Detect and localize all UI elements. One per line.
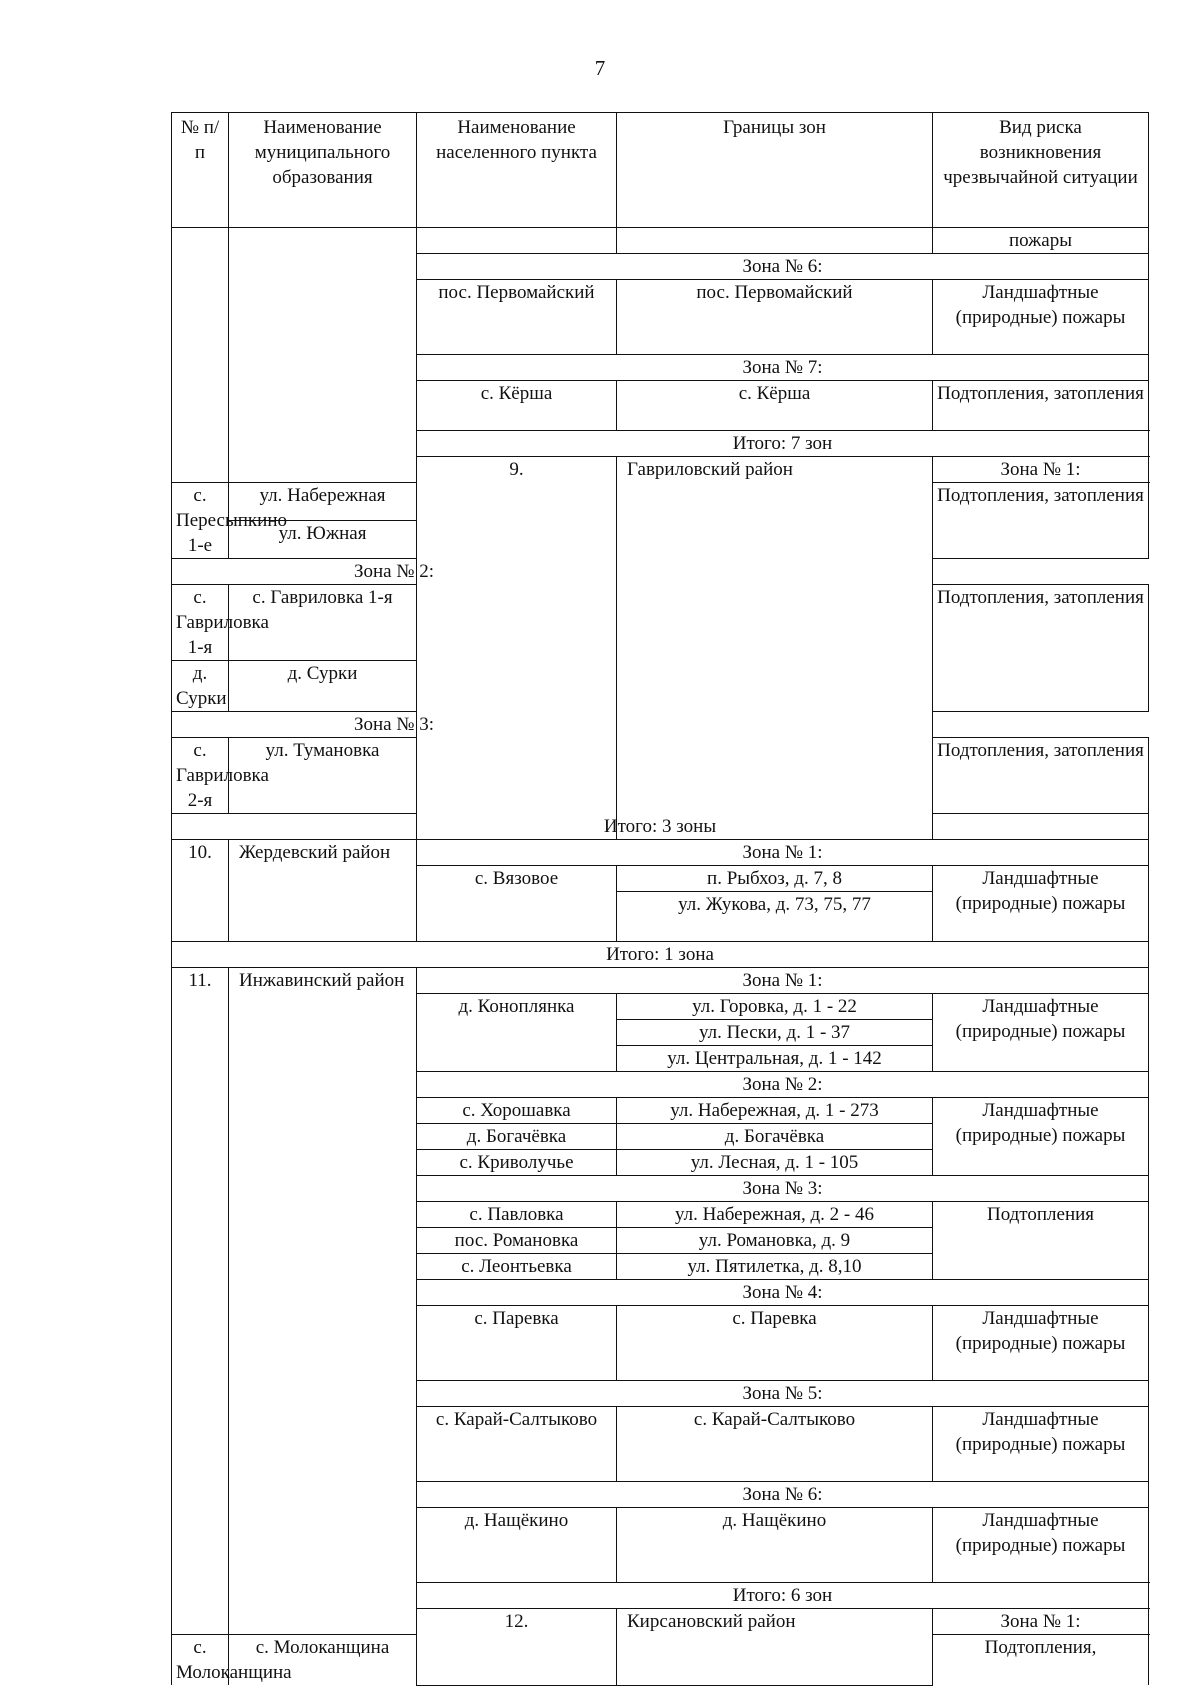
- header-risk: Вид риска возникновения чрезвычайной ситуации: [933, 113, 1149, 228]
- border-cell: с. Карай-Салтыково: [617, 1407, 933, 1482]
- border-cell: п. Рыбхоз, д. 7, 8: [617, 866, 933, 892]
- border-cell: с. Гавриловка 1-я: [229, 585, 417, 661]
- header-municipality: Наименование муниципального образования: [229, 113, 417, 228]
- risk-cell: Ландшафтные (природные) пожары: [933, 866, 1149, 942]
- municipality-name: Инжавинский район: [229, 968, 417, 1635]
- zone-title: Зона № 7:: [417, 355, 1149, 381]
- zone-title: Зона № 1:: [933, 457, 1149, 483]
- risk-cell: Подтопления, затопления: [933, 585, 1149, 712]
- border-cell: пос. Первомайский: [617, 280, 933, 355]
- settlement-cell-empty: [417, 228, 617, 254]
- border-cell: ул. Центральная, д. 1 - 142: [617, 1046, 933, 1072]
- border-cell: ул. Горовка, д. 1 - 22: [617, 994, 933, 1020]
- settlement-cell: с. Паревка: [417, 1306, 617, 1381]
- page-number: 7: [594, 56, 606, 80]
- zone-title: Зона № 3:: [172, 712, 617, 738]
- zones-total: Итого: 7 зон: [417, 431, 1149, 457]
- border-cell: с. Кёрша: [617, 381, 933, 431]
- risk-cell: Ландшафтные (природные) пожары: [933, 280, 1149, 355]
- settlement-cell: с. Гавриловка 2-я: [172, 738, 229, 814]
- border-cell: ул. Набережная, д. 2 - 46: [617, 1202, 933, 1228]
- risk-cell: Подтопления,: [933, 1635, 1149, 1686]
- risk-cell: Ландшафтные (природные) пожары: [933, 1098, 1149, 1176]
- zone-title: Зона № 1:: [933, 1609, 1149, 1635]
- table-row: [172, 840, 1149, 866]
- row-number: 9.: [417, 457, 617, 840]
- border-cell: ул. Романовка, д. 9: [617, 1228, 933, 1254]
- border-cell: с. Молоканщина: [229, 1635, 417, 1686]
- settlement-cell: с. Леонтьевка: [417, 1254, 617, 1280]
- risk-cell: Подтопления, затопления: [933, 738, 1149, 814]
- risk-cell: Ландшафтные (природные) пожары: [933, 1508, 1149, 1583]
- header-num: № п/п: [172, 113, 229, 228]
- border-cell: д. Богачёвка: [617, 1124, 933, 1150]
- zone-title: Зона № 3:: [417, 1176, 1149, 1202]
- risk-cell: Ландшафтные (природные) пожары: [933, 994, 1149, 1072]
- num-cell-empty: [172, 228, 229, 483]
- risk-cell: Подтопления, затопления: [933, 381, 1149, 431]
- border-cell: ул. Лесная, д. 1 - 105: [617, 1150, 933, 1176]
- settlement-cell: с. Вязовое: [417, 866, 617, 942]
- municipality-cell-empty: [229, 228, 417, 483]
- zone-title: Зона № 1:: [417, 968, 1149, 994]
- zone-title: Зона № 2:: [172, 559, 617, 585]
- border-cell: д. Нащёкино: [617, 1508, 933, 1583]
- border-cell: с. Паревка: [617, 1306, 933, 1381]
- header-settlement: Наименование населенного пункта: [417, 113, 617, 228]
- border-cell: ул. Пески, д. 1 - 37: [617, 1020, 933, 1046]
- table-row: [172, 968, 1149, 994]
- settlement-cell: д. Богачёвка: [417, 1124, 617, 1150]
- settlement-cell: д. Коноплянка: [417, 994, 617, 1072]
- settlement-cell: с. Хорошавка: [417, 1098, 617, 1124]
- settlement-cell: с. Пересыпкино 1-е: [172, 483, 229, 559]
- zone-title: Зона № 5:: [417, 1381, 1149, 1407]
- border-cell: ул. Тумановка: [229, 738, 417, 814]
- border-cell: ул. Жукова, д. 73, 75, 77: [617, 892, 933, 942]
- settlement-cell: с. Павловка: [417, 1202, 617, 1228]
- settlement-cell: д. Нащёкино: [417, 1508, 617, 1583]
- risk-cell: Подтопления: [933, 1202, 1149, 1280]
- municipality-name: Жердевский район: [229, 840, 417, 942]
- border-cell: ул. Набережная: [229, 483, 417, 521]
- zones-table: [171, 112, 1149, 1686]
- row-number: 11.: [172, 968, 229, 1635]
- municipality-name: Кирсановский район: [617, 1609, 933, 1686]
- row-number: 10.: [172, 840, 229, 942]
- settlement-cell: с. Кёрша: [417, 381, 617, 431]
- risk-cell: пожары: [933, 228, 1149, 254]
- total-row: [172, 814, 1149, 840]
- municipality-name: Гавриловский район: [617, 457, 933, 840]
- settlement-cell: с. Гавриловка 1-я: [172, 585, 229, 661]
- zone-title: Зона № 6:: [417, 254, 1149, 280]
- total-row: [172, 942, 1149, 968]
- zone-title: Зона № 4:: [417, 1280, 1149, 1306]
- zones-total: Итого: 6 зон: [417, 1583, 1149, 1609]
- settlement-cell: д. Сурки: [172, 661, 229, 712]
- settlement-cell: с. Молоканщина: [172, 1635, 229, 1686]
- risk-cell: Ландшафтные (природные) пожары: [933, 1407, 1149, 1482]
- border-cell-empty: [617, 228, 933, 254]
- zone-title: Зона № 6:: [417, 1482, 1149, 1508]
- table-row: [172, 228, 1149, 254]
- zones-total: Итого: 1 зона: [172, 942, 1149, 968]
- row-number: 12.: [417, 1609, 617, 1686]
- header-borders: Границы зон: [617, 113, 933, 228]
- zones-total: Итого: 3 зоны: [172, 814, 1149, 840]
- border-cell: ул. Пятилетка, д. 8,10: [617, 1254, 933, 1280]
- border-cell: ул. Набережная, д. 1 - 273: [617, 1098, 933, 1124]
- border-cell: д. Сурки: [229, 661, 417, 712]
- risk-cell: Подтопления, затопления: [933, 483, 1149, 559]
- zone-title: Зона № 1:: [417, 840, 1149, 866]
- settlement-cell: с. Криволучье: [417, 1150, 617, 1176]
- settlement-cell: пос. Первомайский: [417, 280, 617, 355]
- settlement-cell: пос. Романовка: [417, 1228, 617, 1254]
- zone-title: Зона № 2:: [417, 1072, 1149, 1098]
- border-cell: ул. Южная: [229, 521, 417, 559]
- settlement-cell: с. Карай-Салтыково: [417, 1407, 617, 1482]
- table-header-row: [172, 113, 1149, 228]
- risk-cell: Ландшафтные (природные) пожары: [933, 1306, 1149, 1381]
